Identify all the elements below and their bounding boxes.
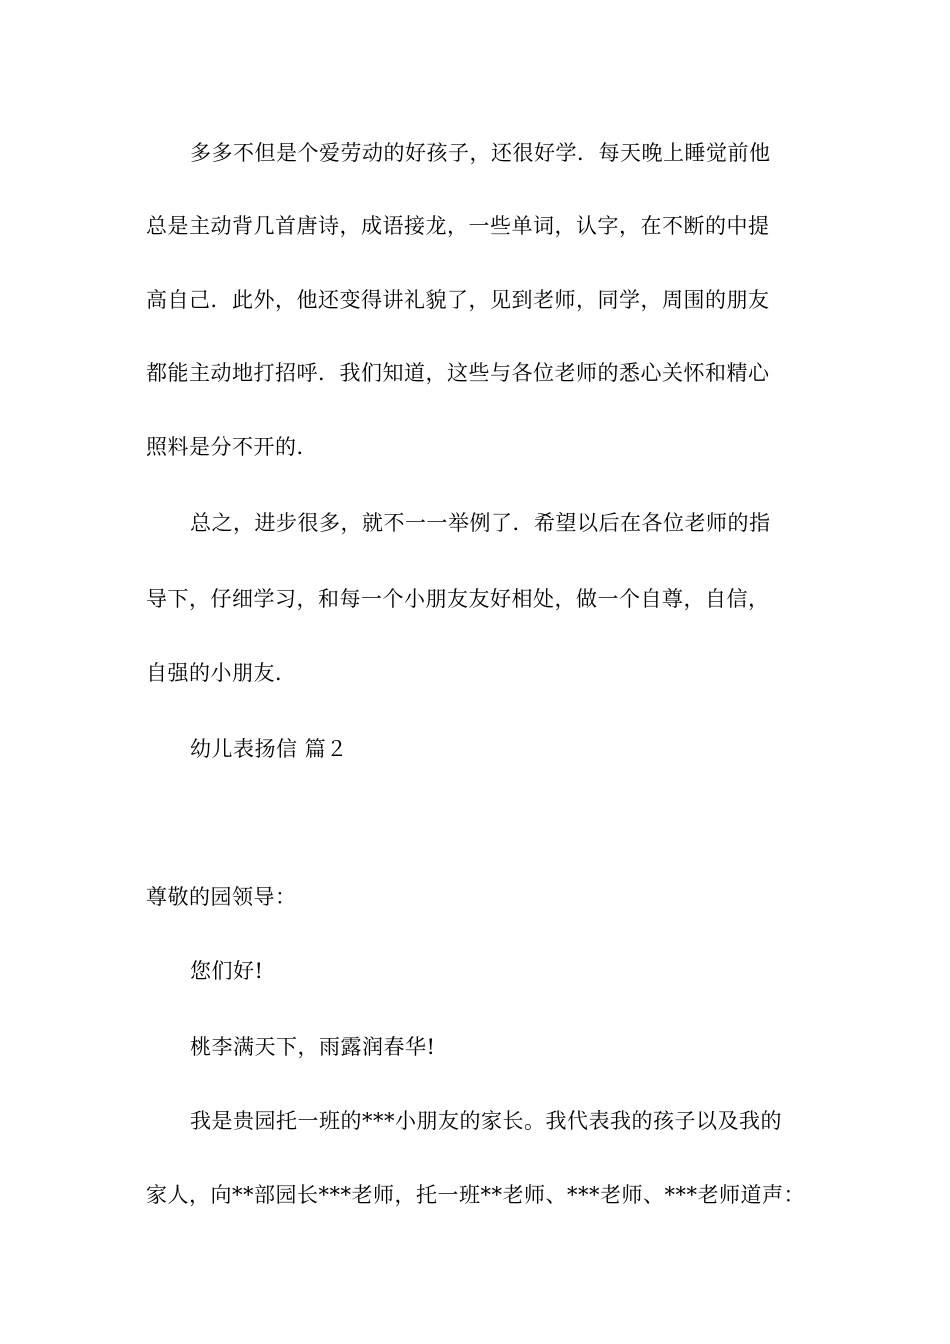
paragraph-line: 桃李满天下，雨露润春华!: [190, 1035, 436, 1059]
paragraph-line: 都能主动地打招呼．我们知道，这些与各位老师的悉心关怀和精心: [146, 361, 770, 385]
section-heading: 幼儿表扬信 篇２: [190, 737, 348, 761]
paragraph-line: 多多不但是个爱劳动的好孩子，还很好学．每天晚上睡觉前他: [190, 141, 771, 165]
paragraph-line: 我是贵园托一班的***小朋友的家长。我代表我的孩子以及我的: [190, 1109, 782, 1133]
paragraph-line: 导下，仔细学习，和每一个小朋友友好相处，做一个自尊，自信，: [146, 587, 770, 611]
salutation: 尊敬的园领导：: [146, 885, 297, 909]
paragraph-line: 照料是分不开的．: [146, 435, 318, 459]
paragraph-line: 高自己．此外，他还变得讲礼貌了，见到老师，同学，周围的朋友: [146, 288, 770, 312]
paragraph-line: 总是主动背几首唐诗，成语接龙，一些单词，认字，在不断的中提: [146, 214, 770, 238]
paragraph-line: 自强的小朋友．: [146, 661, 297, 685]
greeting-line: 您们好!: [190, 959, 264, 983]
paragraph-line: 家人，向**部园长***老师，托一班**老师、***老师、***老师道声：: [146, 1183, 805, 1207]
paragraph-line: 总之，进步很多，就不一一举例了．希望以后在各位老师的指: [190, 511, 771, 535]
